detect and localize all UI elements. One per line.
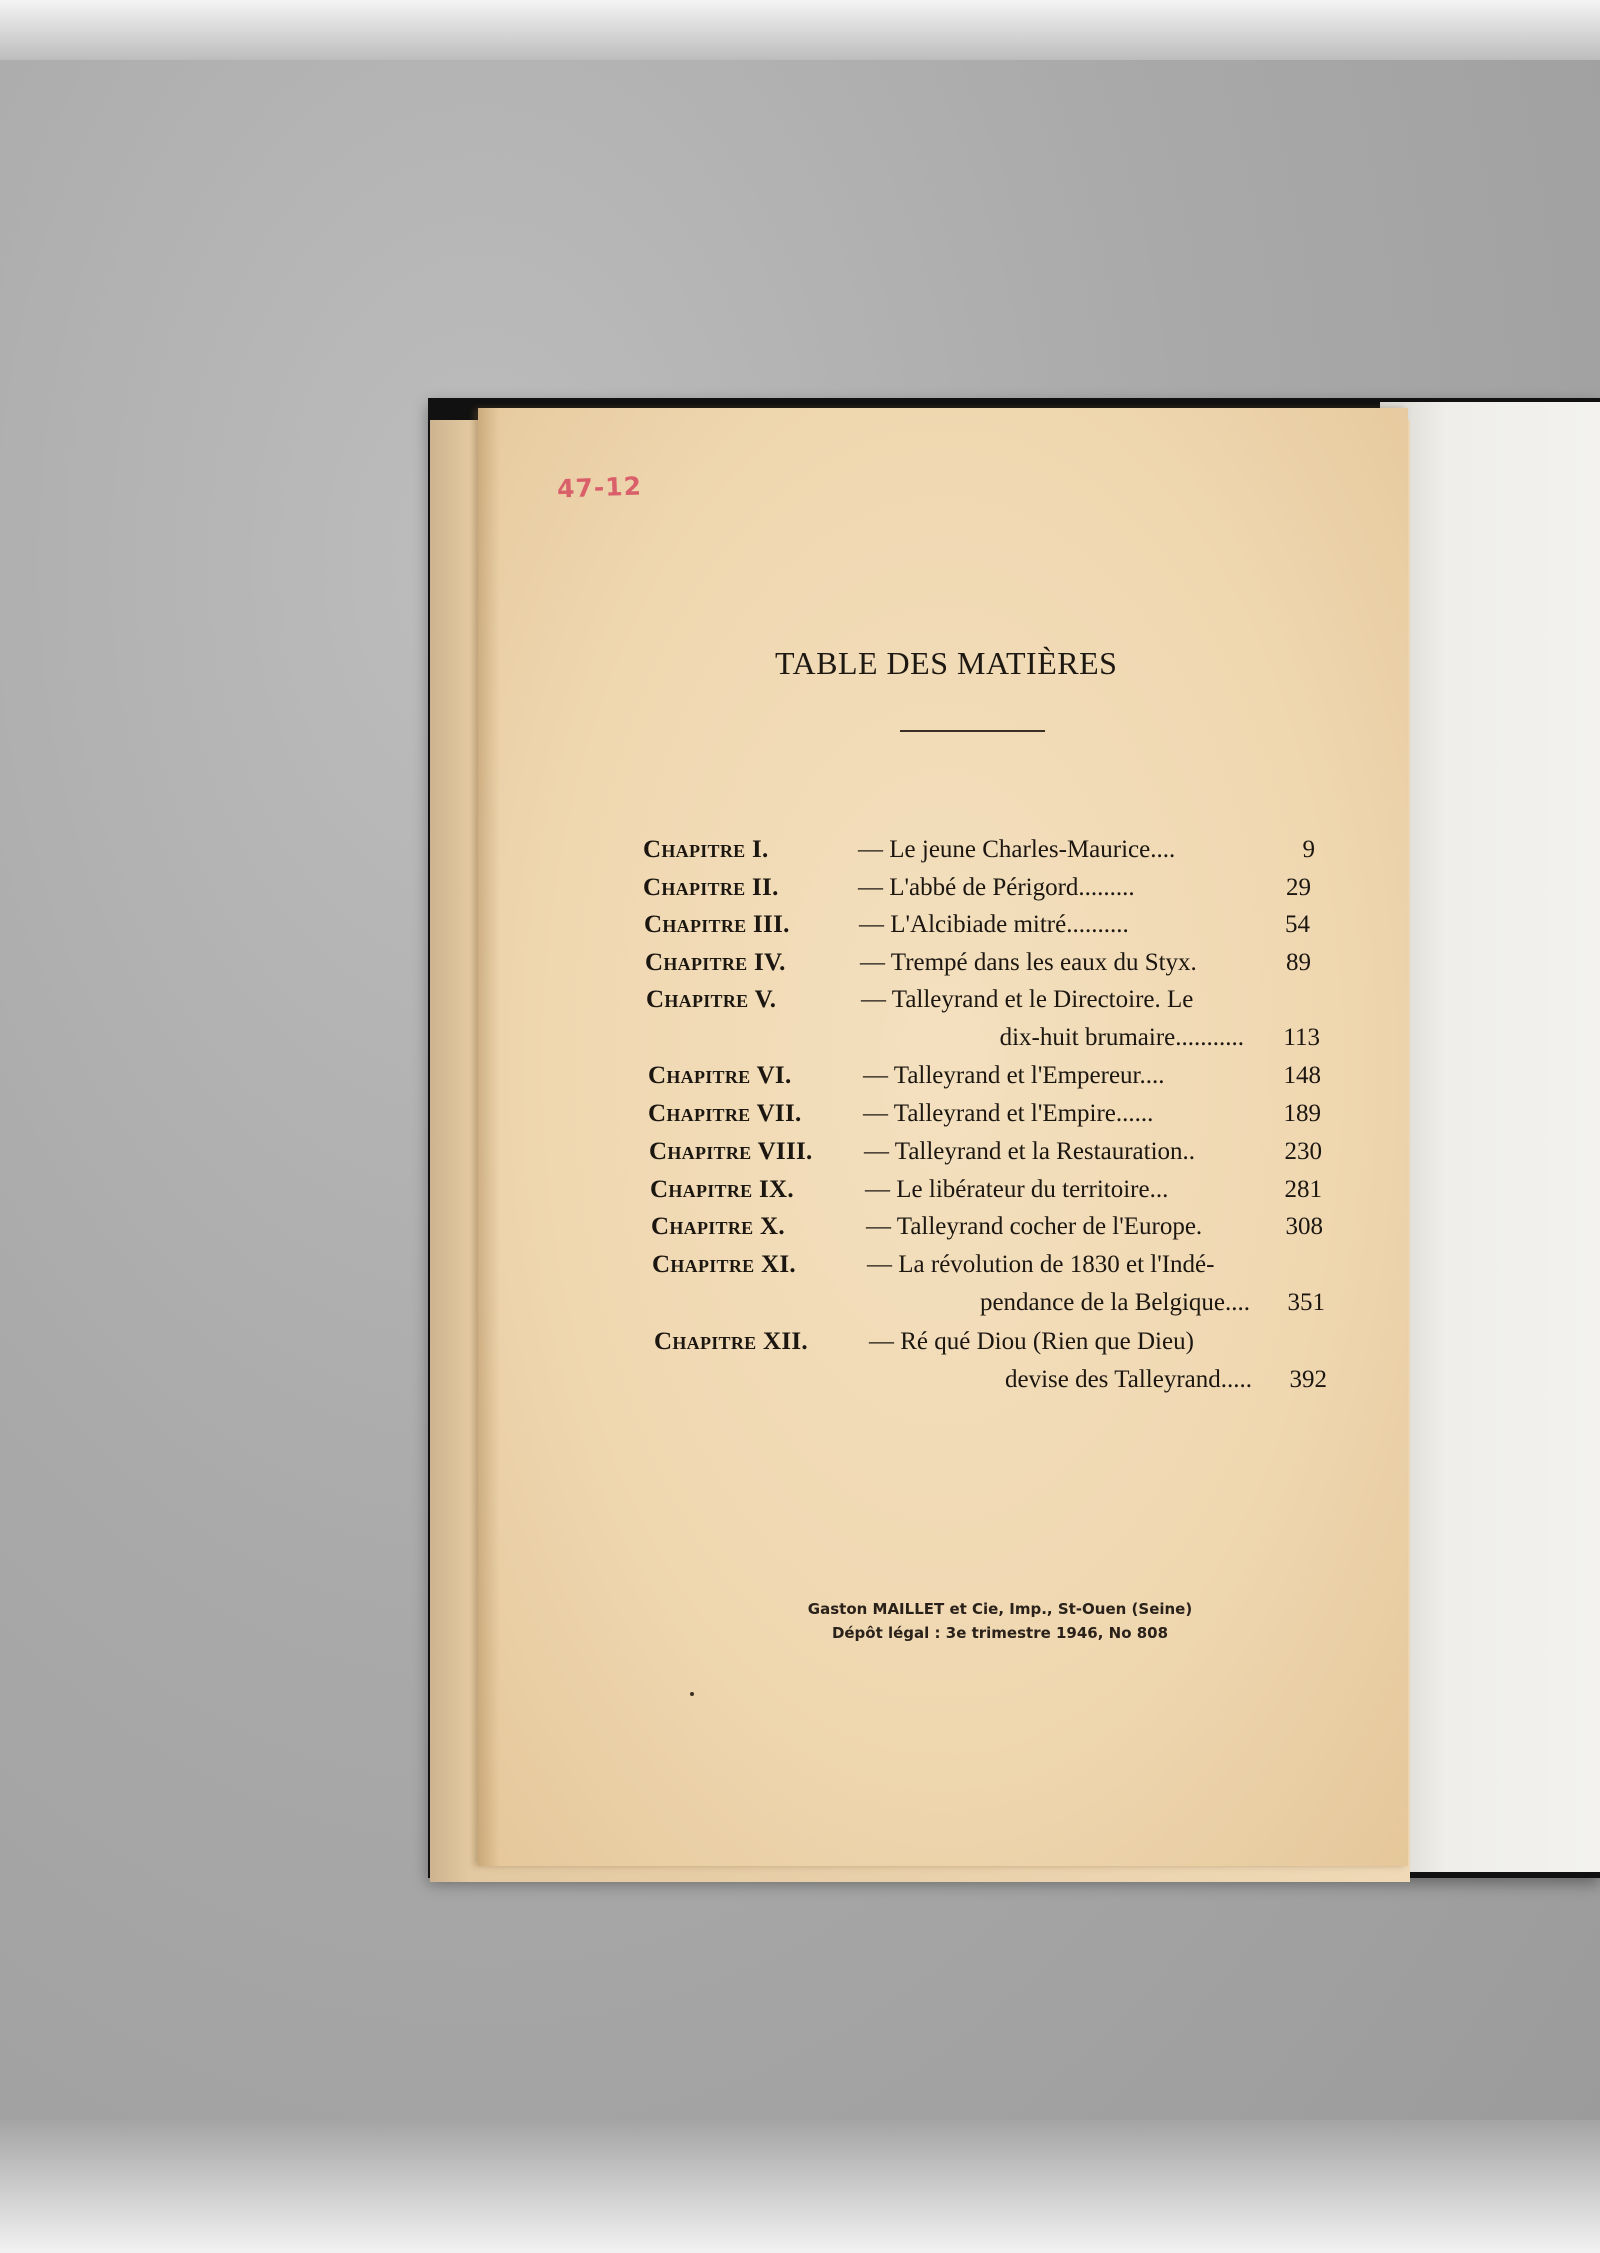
toc-row [644,907,1324,943]
facing-page [1380,402,1600,1872]
toc-title: — Le jeune Charles-Maurice.... [858,836,1176,863]
toc-page-number: 308 [1285,1213,1323,1240]
toc-chapter: Chapitre II. [643,874,779,901]
toc-page-number: 29 [1286,874,1311,901]
toc-title-continuation: dix-huit brumaire........... [999,1024,1244,1051]
scan-margin-bottom [0,2120,1600,2253]
toc-title: — L'abbé de Périgord......... [858,874,1135,901]
toc-title: — L'Alcibiade mitré.......... [859,911,1129,938]
toc-page-number: 89 [1286,949,1311,976]
toc-chapter: Chapitre X. [651,1213,785,1240]
library-stamp: 47-12 [556,471,643,504]
toc-title: — Trempé dans les eaux du Styx. [860,949,1197,976]
toc-title: — Talleyrand cocher de l'Europe. [866,1213,1203,1240]
toc-title: — Talleyrand et l'Empereur.... [863,1062,1165,1089]
toc-chapter: Chapitre V. [646,986,777,1013]
page-gutter-shadow [478,408,500,1866]
toc-row [648,1058,1328,1094]
toc-page-number: 54 [1285,911,1310,938]
toc-chapter: Chapitre XII. [654,1328,808,1355]
imprint-legal-deposit: Dépôt légal : 3e trimestre 1946, No 808 [831,1624,1169,1642]
toc-title-continuation: devise des Talleyrand..... [1004,1366,1252,1393]
toc-chapter: Chapitre XI. [652,1251,796,1278]
toc-page-number: 9 [1302,836,1315,863]
toc-row [652,1247,1332,1283]
toc-chapter: Chapitre IX. [650,1176,794,1203]
toc-chapter: Chapitre III. [644,911,790,938]
imprint-printer: Gaston MAILLET et Cie, Imp., St-Ouen (Seine) [807,1600,1193,1618]
toc-row [650,1172,1330,1208]
toc-row-continuation [654,1362,1334,1398]
toc-page-number: 113 [1283,1024,1320,1051]
ink-speck [690,1692,694,1696]
toc-chapter: Chapitre VI. [648,1062,792,1089]
toc-row [654,1324,1334,1360]
toc-row [651,1209,1331,1245]
toc-chapter: Chapitre VIII. [649,1138,813,1165]
toc-title: — Le libérateur du territoire... [865,1176,1169,1203]
toc-row [643,870,1323,906]
toc-title: — La révolution de 1830 et l'Indé- [867,1251,1215,1278]
toc-page-number: 189 [1283,1100,1321,1127]
toc-row-continuation [646,1020,1326,1056]
toc-page-number: 392 [1289,1366,1327,1393]
scan-margin-top [0,0,1600,60]
toc-title-continuation: pendance de la Belgique.... [979,1289,1250,1316]
page-title: TABLE DES MATIÈRES [775,645,1118,681]
title-rule [900,730,1045,732]
toc-row [643,832,1323,868]
toc-chapter: Chapitre I. [643,836,769,863]
toc-page-number: 281 [1284,1176,1322,1203]
toc-row [648,1096,1328,1132]
toc-title: — Talleyrand et la Restauration.. [864,1138,1196,1165]
toc-row-continuation [652,1285,1332,1321]
toc-title: — Talleyrand et le Directoire. Le [861,986,1194,1013]
toc-row [649,1134,1329,1170]
toc-row [646,982,1326,1018]
toc-page-number: 230 [1284,1138,1322,1165]
toc-row [645,945,1325,981]
toc-title: — Ré qué Diou (Rien que Dieu) [869,1328,1194,1355]
toc-chapter: Chapitre IV. [645,949,786,976]
printer-imprint [700,1597,1300,1645]
toc-chapter: Chapitre VII. [648,1100,802,1127]
toc-title: — Talleyrand et l'Empire...... [863,1100,1154,1127]
toc-page-number: 148 [1283,1062,1321,1089]
toc-page-number: 351 [1287,1289,1325,1316]
